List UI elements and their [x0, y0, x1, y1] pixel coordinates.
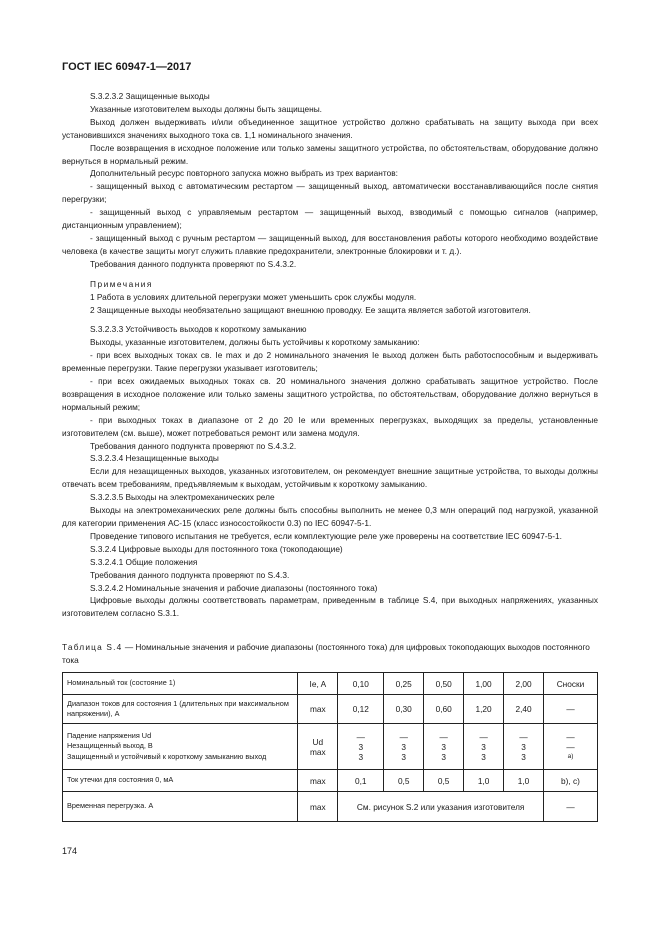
document-header: ГОСТ IEC 60947-1—2017: [62, 61, 192, 73]
cell-line: 3: [401, 741, 407, 752]
row-label-line: Падение напряжения Ud: [67, 730, 152, 740]
table-cell: [424, 724, 464, 770]
row-symbol: max: [298, 792, 338, 822]
table-cell: 0,50: [424, 673, 464, 695]
cell-line: —: [356, 731, 365, 742]
table-cell: 0,25: [384, 673, 424, 695]
list-item: - защищенный выход с управляемым рестартом — защищенный выход, взводимый с помощью сигналов (например, дистанционным управлением);: [62, 207, 598, 231]
symbol-line: max: [310, 746, 326, 757]
list-item: - защищенный выход с ручным рестартом — защищенный выход, для восстановления работы которого необходимо воздействие человека (в качестве защиты могут служить плавкие предохранители, электронные блокировки и т. д.).: [62, 232, 598, 256]
note-item: 2 Защищенные выходы необязательно защищают внешнюю проводку. Ее защита является заботой изготовителя.: [90, 304, 531, 315]
table-row: [63, 724, 598, 770]
table-cell: 0,1: [338, 770, 384, 792]
row-note: —: [544, 792, 598, 822]
paragraph: Выход должен выдерживать и/или объединенное защитное устройство должно срабатывать на защиту выхода при всех установившихся значениях выходного тока св. 1,1 номинального значения.: [62, 116, 598, 140]
cell-line: 3: [358, 751, 364, 762]
row-symbol: max: [298, 770, 338, 792]
paragraph: Указанные изготовителем выходы должны быть защищены.: [90, 103, 322, 114]
paragraph: После возвращения в исходное положение или только замены защитного устройства, по обстоятельствам, оборудование должно вернуться в нормальный режим.: [62, 142, 598, 166]
table-caption-text: — Номинальные значения и рабочие диапазоны (постоянного тока) для цифровых токоподающих выходов постоянного тока: [62, 642, 590, 665]
row-note: b), c): [544, 770, 598, 792]
cell-line: —: [399, 731, 408, 742]
row-symbol: Ie, A: [298, 673, 338, 695]
cell-line: 3: [481, 741, 486, 752]
cell-line: 3: [441, 741, 446, 752]
row-symbol: [298, 724, 338, 770]
paragraph: Если для незащищенных выходов, указанных изготовителем, он рекомендует внешние защитные устройства, то выходы должны отвечать всем требованиям, предъявляемым к выходам, устойчивым к короткому замыканию.: [62, 466, 598, 490]
table-cell: [384, 724, 424, 770]
paragraph: Дополнительный ресурс повторного запуска можно выбрать из трех вариантов:: [90, 168, 398, 179]
table-row: [63, 770, 598, 792]
list-item: - при выходных токах в диапазоне от 2 до 20 Ie или временных перегрузках, выходящих за пределы, установленные изготовителем (см. выше), может потребоваться ремонт или замена модуля.: [62, 414, 598, 438]
table-cell: 1,00: [464, 673, 504, 695]
table-cell: [464, 724, 504, 770]
note-line: —: [566, 731, 575, 742]
note-line: а): [567, 752, 574, 760]
cell-line: 3: [481, 751, 486, 762]
section-heading: S.3.2.4.1 Общие положения: [90, 556, 198, 567]
row-label: Номинальный ток (состояние 1): [63, 673, 298, 695]
note-item: 1 Работа в условиях длительной перегрузки может уменьшить срок службы модуля.: [90, 291, 417, 302]
cell-line: —: [479, 731, 488, 742]
section-heading: S.3.2.4 Цифровые выходы для постоянного тока (токоподающие): [90, 543, 343, 554]
row-symbol: max: [298, 695, 338, 724]
table-caption-label: Таблица S.4: [62, 642, 123, 652]
section-heading: S.3.2.4.2 Номинальные значения и рабочие диапазоны (постоянного тока): [90, 582, 378, 593]
paragraph: Требования данного подпункта проверяют по S.4.3.2.: [90, 258, 297, 269]
table-cell: 1,0: [464, 770, 504, 792]
section-heading: S.3.2.3.5 Выходы на электромеханических реле: [90, 492, 275, 503]
table-cell: 0,10: [338, 673, 384, 695]
cell-line: 3: [521, 751, 526, 762]
paragraph: Требования данного подпункта проверяют по S.4.3.: [90, 569, 290, 580]
symbol-line: Ud: [312, 736, 324, 747]
row-label: Ток утечки для состояния 0, мА: [63, 770, 298, 792]
list-item: - при всех ожидаемых выходных токах св. 20 номинального значения должно срабатывать защитное устройство. После возвращения в исходное положение или только замены защитного устройства, по обстоятельствам, оборудование должно вернуться в нормальный режим;: [62, 376, 598, 412]
row-label: Диапазон токов для состояния 1 (длительных при максимальном напряжении), А: [63, 695, 298, 724]
row-note: [544, 724, 598, 770]
section-heading: S.3.2.3.2 Защищенные выходы: [90, 91, 210, 101]
row-note: Сноски: [544, 673, 598, 695]
cell-line: 3: [358, 741, 364, 752]
table-cell: 0,5: [424, 770, 464, 792]
table-row: [63, 673, 598, 695]
row-label: Временная перегрузка. А: [63, 792, 298, 822]
page-number: 174: [62, 846, 78, 856]
spec-table: [62, 672, 598, 822]
list-item: - защищенный выход с автоматическим рестартом — защищенный выход, автоматически восстанавливающийся после снятия перегрузки;: [62, 181, 598, 205]
cell-line: 3: [441, 751, 446, 762]
row-label: [63, 724, 298, 770]
paragraph: Выходы на электромеханических реле должны быть способны выполнить не менее 0,3 млн операций под нагрузкой, указанной для категории применения АС-15 (класс износостойкости 0.3) по IEC 60947-5-1.: [62, 505, 598, 528]
table-cell: 0,12: [338, 695, 384, 724]
cell-line: 3: [521, 741, 526, 752]
row-label-line: Защищенный и устойчивый к короткому замыканию выход: [67, 751, 267, 761]
table-cell: 1,0: [504, 770, 544, 792]
table-row: [63, 695, 598, 724]
list-item: - при всех выходных токах св. Ie max и до 2 номинального значения Ie выход должен быть работоспособным и выдерживать временные перегрузки. Такие перегрузки указывает изготовитель;: [62, 350, 598, 374]
row-note: —: [544, 695, 598, 724]
table-cell: [504, 724, 544, 770]
row-label-line: Незащищенный выход, В: [67, 741, 153, 751]
paragraph: Цифровые выходы должны соответствовать параметрам, приведенным в таблице S.4, при выходных напряжениях, указанных изготовителем согласно S.3.1.: [62, 595, 598, 619]
table-cell: 1,20: [464, 695, 504, 724]
table-cell: 0,5: [384, 770, 424, 792]
paragraph: Требования данного подпункта проверяют по S.4.3.2.: [90, 440, 297, 451]
table-row: [63, 792, 598, 822]
table-caption: [62, 641, 598, 666]
paragraph: Проведение типового испытания не требуется, если комплектующие реле уже проверены на соответствие IEC 60947-5-1.: [90, 530, 562, 541]
note-line: —: [566, 741, 575, 752]
table-cell: [338, 724, 384, 770]
document-body: [62, 90, 598, 620]
table-cell: 0,30: [384, 695, 424, 724]
cell-line: 3: [401, 751, 407, 762]
cell-line: —: [519, 731, 528, 742]
notes-title: Примечания: [90, 278, 153, 289]
cell-line: —: [439, 731, 448, 742]
table-cell: 0,60: [424, 695, 464, 724]
table-cell: 2,00: [504, 673, 544, 695]
section-heading: S.3.2.3.3 Устойчивость выходов к короткому замыканию: [90, 324, 307, 335]
paragraph: Выходы, указанные изготовителем, должны быть устойчивы к короткому замыканию:: [90, 337, 420, 348]
section-heading: S.3.2.3.4 Незащищенные выходы: [90, 453, 219, 464]
merged-cell: См. рисунок S.2 или указания изготовителя: [338, 792, 544, 822]
table-cell: 2,40: [504, 695, 544, 724]
